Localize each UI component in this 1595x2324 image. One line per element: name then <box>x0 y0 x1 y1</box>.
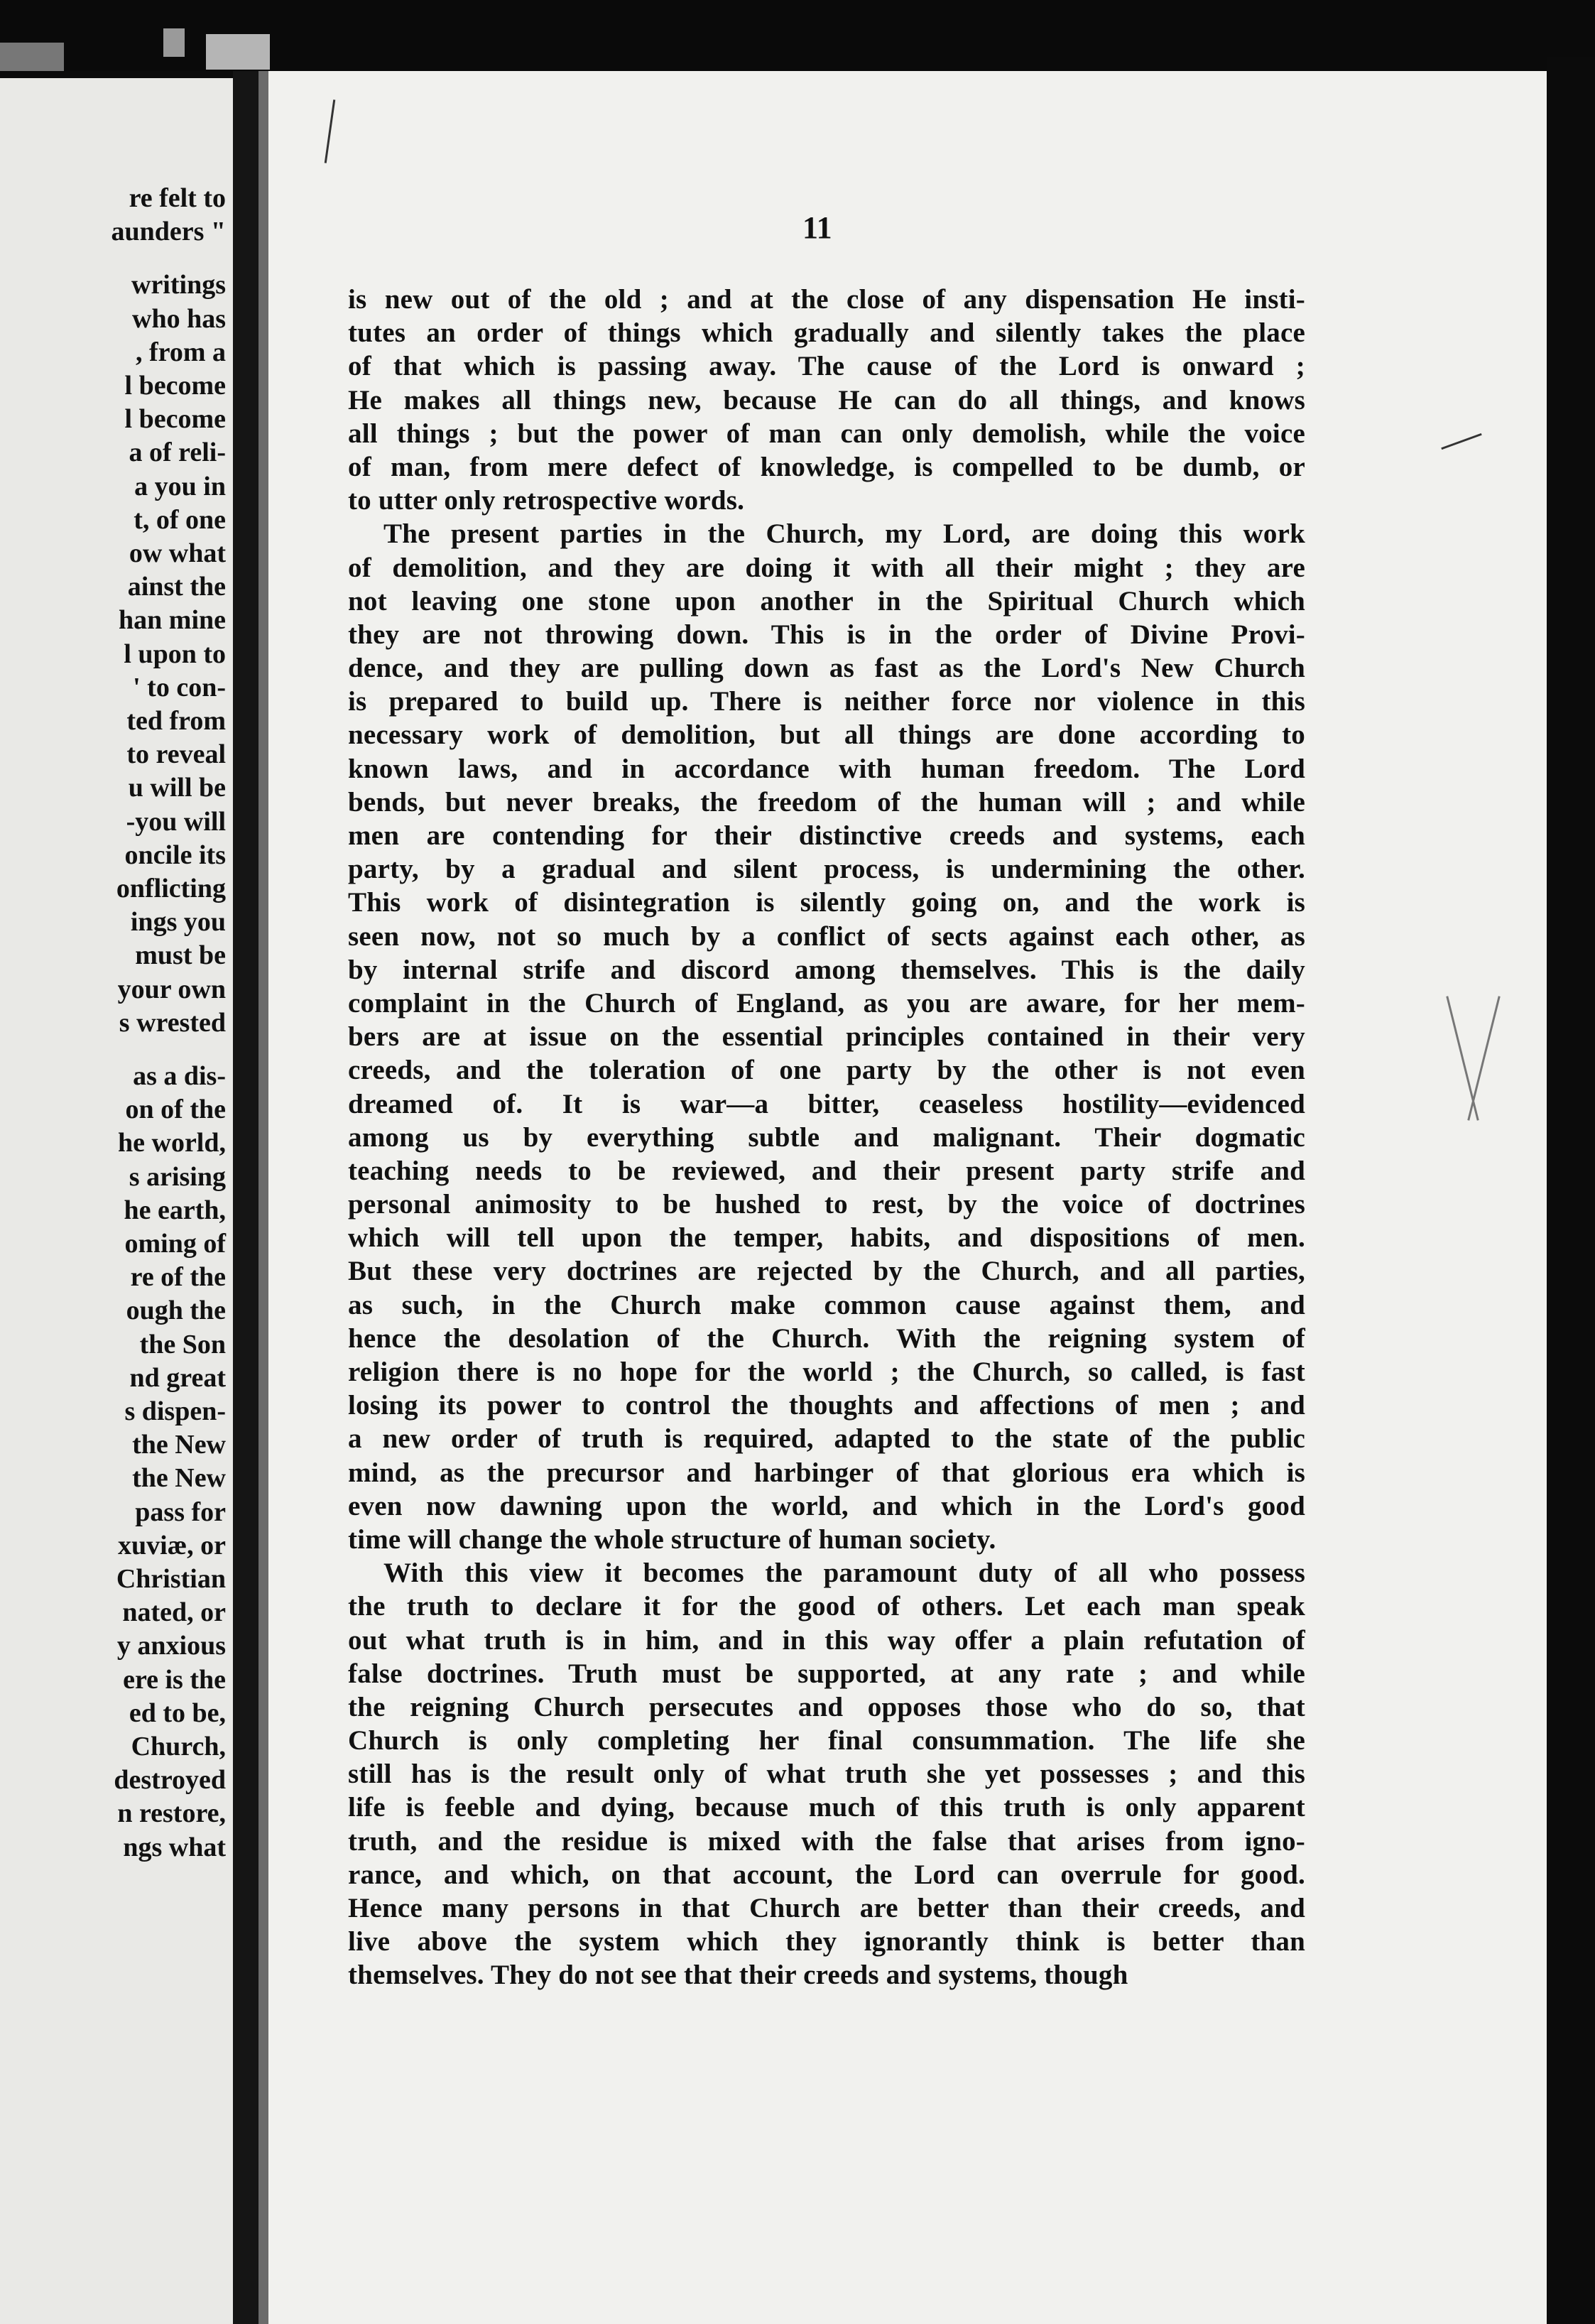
text-line: hence the desolation of the Church. With the reigning system of <box>348 1323 1305 1354</box>
previous-page-line: n restore, <box>117 1798 226 1829</box>
previous-page-line: ough the <box>126 1296 226 1326</box>
text-line: With this view it becomes the paramount duty of all who possess <box>383 1558 1305 1589</box>
previous-page-line: on of the <box>125 1095 226 1125</box>
previous-page-line: nd great <box>129 1362 226 1393</box>
previous-page-line: your own <box>117 974 226 1004</box>
text-line: still has is the result only of what truth she yet possesses ; and this <box>348 1759 1305 1790</box>
text-line: the reigning Church persecutes and opposes those who do so, that <box>348 1691 1305 1722</box>
previous-page-line: must be <box>135 940 226 971</box>
previous-page-line: the New <box>132 1463 226 1494</box>
scan-mark <box>1446 996 1479 1120</box>
text-line: teaching needs to be reviewed, and their present party strife and <box>348 1155 1305 1186</box>
text-line: This work of disintegration is silently going on, and the work is <box>348 887 1305 918</box>
previous-page-line: s dispen- <box>124 1396 226 1426</box>
previous-page-line: to reveal <box>126 739 226 770</box>
scan-mark <box>325 99 335 163</box>
text-line: which will tell upon the temper, habits, and dispositions of men. <box>348 1222 1305 1254</box>
body-text <box>348 283 1305 1992</box>
previous-page-fragment <box>0 78 234 2324</box>
text-line: personal animosity to be hushed to rest, by the voice of doctrines <box>348 1189 1305 1220</box>
previous-page-line: ed to be, <box>129 1698 226 1728</box>
previous-page-line: -you will <box>126 806 226 837</box>
text-line: Church is only completing her final consummation. The life she <box>348 1725 1305 1756</box>
text-line: dence, and they are pulling down as fast as the Lord's New Church <box>348 653 1305 684</box>
text-line: tutes an order of things which gradually and silently takes the place <box>348 317 1305 349</box>
text-line: necessary work of demolition, but all things are done according to <box>348 720 1305 751</box>
text-line: rance, and which, on that account, the Lord can overrule for good. <box>348 1859 1305 1890</box>
previous-page-line: a you in <box>134 471 226 501</box>
previous-page-line: onflicting <box>116 874 226 903</box>
text-line: to utter only retrospective words. <box>348 485 745 516</box>
text-line: the truth to declare it for the good of others. Let each man speak <box>348 1591 1305 1622</box>
scan-mark <box>1467 996 1500 1120</box>
text-line: known laws, and in accordance with human freedom. The Lord <box>348 753 1305 784</box>
previous-page-line: destroyed <box>114 1765 226 1796</box>
text-line: themselves. They do not see that their creeds and systems, though <box>348 1960 1128 1991</box>
text-line: life is feeble and dying, because much of this truth is only apparent <box>348 1792 1305 1823</box>
gutter-shadow <box>258 71 268 2324</box>
text-line: time will change the whole structure of human society. <box>348 1524 996 1555</box>
previous-page-line: Christian <box>116 1564 226 1594</box>
text-line: truth, and the residue is mixed with the false that arises from igno- <box>348 1825 1305 1857</box>
scan-top-border <box>0 0 1595 71</box>
text-line: But these very doctrines are rejected by the Church, and all parties, <box>348 1256 1305 1287</box>
previous-page-line: ted from <box>126 706 226 736</box>
previous-page-line: ings you <box>130 907 226 938</box>
scan-mark <box>1441 433 1481 450</box>
previous-page-line: l become <box>124 371 226 401</box>
previous-page-line: ow what <box>129 538 226 568</box>
previous-page-line: u will be <box>128 773 226 803</box>
text-line: The present parties in the Church, my Lord, are doing this work <box>383 518 1305 550</box>
text-line: of demolition, and they are doing it with all their might ; they are <box>348 552 1305 583</box>
previous-page-line: a of reli- <box>129 438 226 468</box>
text-line: by internal strife and discord among themselves. This is the daily <box>348 954 1305 985</box>
previous-page-line: writings <box>131 270 226 300</box>
previous-page-line: s arising <box>129 1161 226 1192</box>
text-line: as such, in the Church make common cause against them, and <box>348 1289 1305 1320</box>
previous-page-line: han mine <box>119 605 226 636</box>
previous-page-line: re felt to <box>129 183 226 213</box>
text-line: among us by everything subtle and malignant. Their dogmatic <box>348 1122 1305 1153</box>
previous-page-line: ainst the <box>127 572 226 602</box>
text-line: mind, as the precursor and harbinger of that glorious era which is <box>348 1457 1305 1488</box>
previous-page-line: oming of <box>124 1229 226 1259</box>
previous-page-line: re of the <box>130 1262 226 1293</box>
previous-page-line: ere is the <box>123 1664 226 1695</box>
previous-page-line: he world, <box>118 1128 226 1158</box>
previous-page-line: aunders " <box>111 217 226 247</box>
text-line: losing its power to control the thoughts and affections of men ; and <box>348 1390 1305 1421</box>
text-line: even now dawning upon the world, and which in the Lord's good <box>348 1490 1305 1521</box>
text-line: bers are at issue on the essential principles contained in their very <box>348 1021 1305 1053</box>
previous-page-line: the Son <box>139 1329 226 1359</box>
previous-page-line: ngs what <box>123 1832 226 1862</box>
text-line: they are not throwing down. This is in the order of Divine Provi- <box>348 619 1305 650</box>
previous-page-line: , from a <box>136 337 226 367</box>
previous-page-line: who has <box>132 303 226 334</box>
previous-page-line: xuviæ, or <box>118 1530 226 1560</box>
previous-page-line: nated, or <box>122 1597 226 1628</box>
previous-page-line: as a dis- <box>133 1061 226 1091</box>
text-line: of man, from mere defect of knowledge, is compelled to be dumb, or <box>348 451 1305 482</box>
previous-page-line: ' to con- <box>133 672 226 702</box>
text-line: of that which is passing away. The cause of the Lord is onward ; <box>348 351 1305 382</box>
text-line: men are contending for their distinctive creeds and systems, each <box>348 820 1305 851</box>
text-line: creeds, and the toleration of one party by the other is not even <box>348 1055 1305 1086</box>
scan-right-border <box>1547 57 1595 2324</box>
text-line: is new out of the old ; and at the close of any dispensation He insti- <box>348 284 1305 315</box>
previous-page-line: the New <box>132 1430 226 1460</box>
text-line: live above the system which they ignorantly think is better than <box>348 1926 1305 1958</box>
previous-page-line: t, of one <box>134 504 226 535</box>
text-line: a new order of truth is required, adapted to the state of the public <box>348 1423 1305 1455</box>
page-number: 11 <box>802 210 832 245</box>
previous-page-line: l upon to <box>124 639 226 669</box>
previous-page-line: l become <box>124 404 226 435</box>
text-line: out what truth is in him, and in this way offer a plain refutation of <box>348 1624 1305 1656</box>
text-line: bends, but never breaks, the freedom of the human will ; and while <box>348 786 1305 818</box>
previous-page-line: pass for <box>135 1497 226 1527</box>
text-line: all things ; but the power of man can only demolish, while the voice <box>348 418 1305 449</box>
previous-page-line: s wrested <box>119 1007 226 1038</box>
text-line: Hence many persons in that Church are better than their creeds, and <box>348 1893 1305 1923</box>
text-line: He makes all things new, because He can do all things, and knows <box>348 384 1305 416</box>
text-line: not leaving one stone upon another in the Spiritual Church which <box>348 585 1305 617</box>
text-line: complaint in the Church of England, as you are aware, for her mem- <box>348 987 1305 1019</box>
book-gutter <box>233 71 258 2324</box>
text-line: is prepared to build up. There is neither force nor violence in this <box>348 686 1305 717</box>
text-line: false doctrines. Truth must be supported, at any rate ; and while <box>348 1658 1305 1689</box>
text-line: party, by a gradual and silent process, is undermining the other. <box>348 854 1305 885</box>
text-line: dreamed of. It is war—a bitter, ceaseless hostility—evidenced <box>348 1088 1305 1119</box>
previous-page-line: he earth, <box>124 1195 226 1225</box>
previous-page-line: oncile its <box>124 840 226 870</box>
previous-page-line: Church, <box>131 1732 226 1761</box>
text-line: religion there is no hope for the world ; the Church, so called, is fast <box>348 1357 1305 1387</box>
text-line: seen now, not so much by a conflict of sects against each other, as <box>348 921 1305 952</box>
previous-page-line: y anxious <box>116 1631 226 1661</box>
